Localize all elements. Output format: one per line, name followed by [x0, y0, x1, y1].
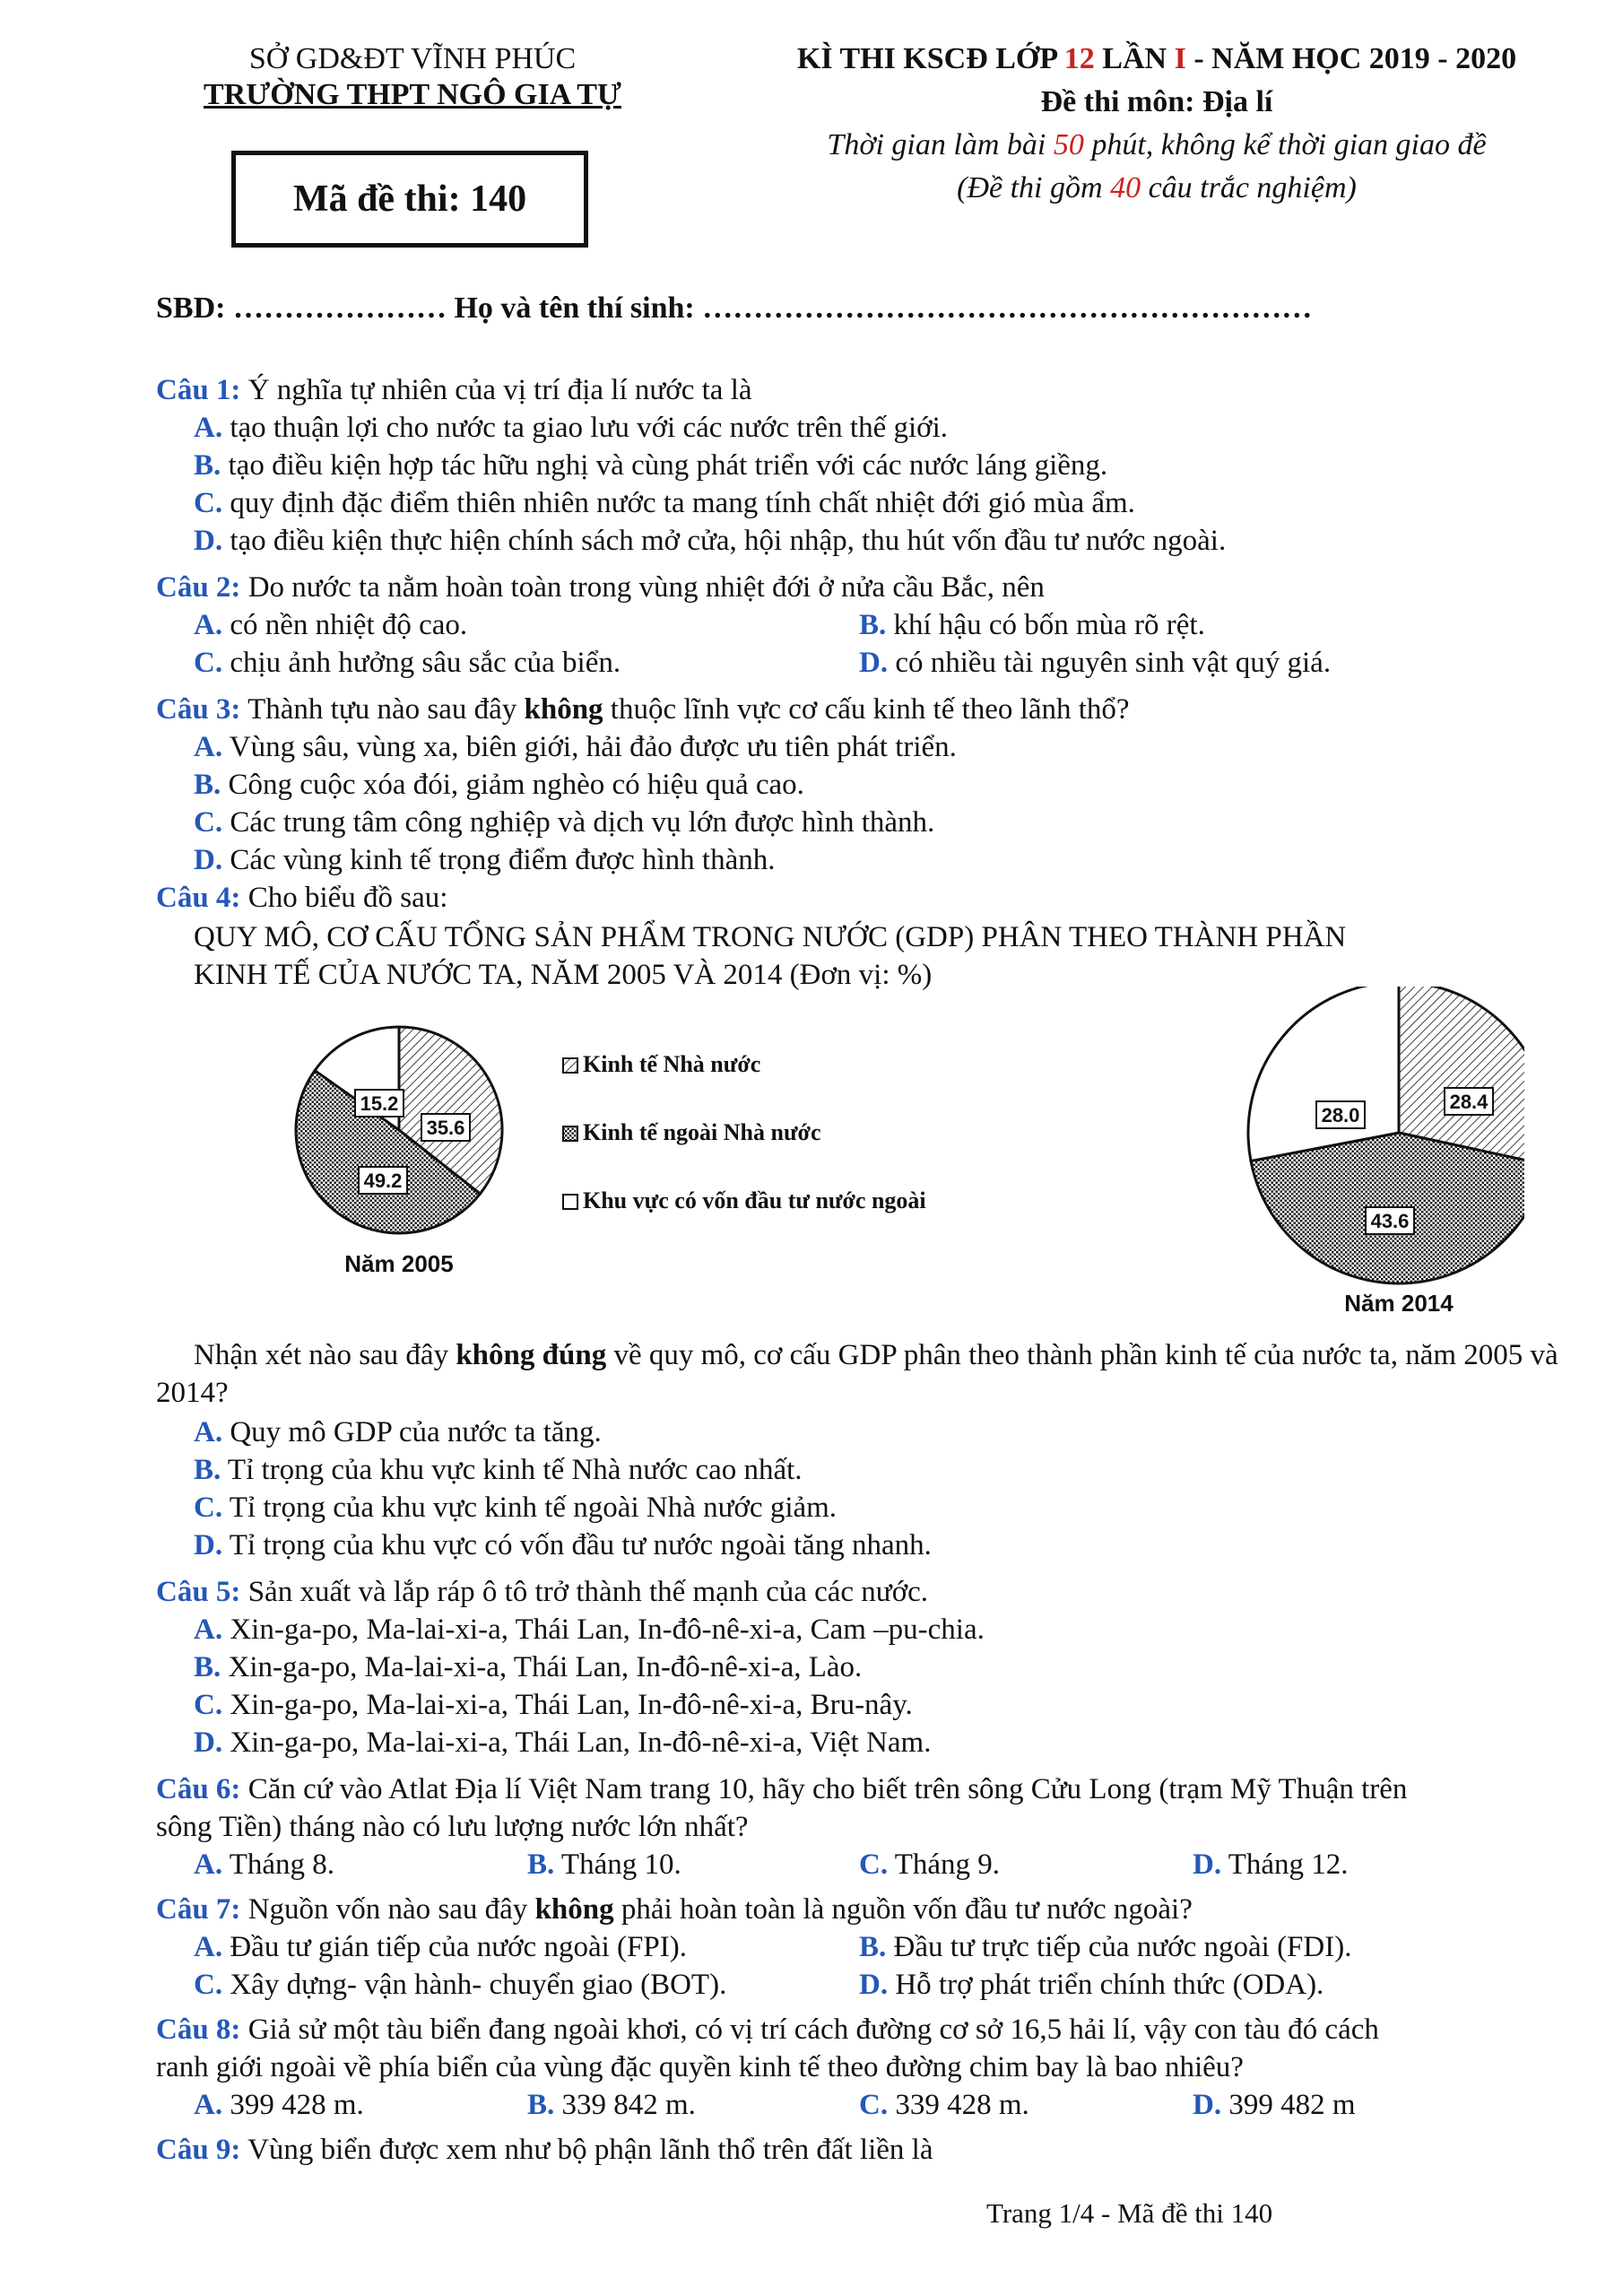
option-text: chịu ảnh hưởng sâu sắc của biển.: [230, 647, 621, 679]
question-3-label: Câu 3:: [156, 693, 241, 726]
legend-label-non-state: Kinh tế ngoài Nhà nước: [583, 1119, 821, 1145]
count-post: câu trắc nghiệm): [1141, 171, 1357, 204]
question-5-label: Câu 5:: [156, 1576, 241, 1608]
option-letter: D.: [194, 844, 223, 876]
question-6-option-c: [859, 1846, 1000, 1884]
question-3-option-d: [194, 841, 776, 880]
option-letter: D.: [1193, 2089, 1222, 2121]
option-letter: C.: [194, 647, 223, 679]
option-letter: D.: [194, 1529, 223, 1561]
option-letter: B.: [194, 1454, 221, 1486]
option-text: Xin-ga-po, Ma-lai-xi-a, Thái Lan, In-đô-nê-xi-a, Việt Nam.: [230, 1726, 932, 1759]
question-3-option-a: [194, 728, 957, 767]
question-3-option-b: [194, 766, 804, 804]
option-letter: D.: [1193, 1848, 1222, 1881]
question-5-option-d: [194, 1724, 931, 1762]
option-text: 399 482 m: [1228, 2089, 1356, 2121]
option-text: quy định đặc điểm thiên nhiên nước ta mang tính chất nhiệt đới gió mùa ẩm.: [230, 487, 1135, 519]
option-letter: B.: [194, 1651, 221, 1683]
question-7-text-bold: không: [534, 1893, 614, 1926]
option-letter: A.: [194, 731, 223, 763]
question-1-option-a: [194, 409, 948, 448]
question-4-option-d: [194, 1526, 932, 1565]
question-7-label: Câu 7:: [156, 1893, 241, 1926]
option-letter: D.: [859, 647, 889, 679]
question-8-label: Câu 8:: [156, 2013, 241, 2046]
question-5-option-b: [194, 1648, 862, 1687]
gdp-pie-chart: [269, 987, 1524, 1336]
count-num: 40: [1110, 171, 1141, 204]
question-4-option-a: [194, 1413, 602, 1452]
question-8: [156, 2011, 1379, 2049]
question-8-line-2: ranh giới ngoài về phía biển của vùng đặc quyền kinh tế theo đường chim bay là bao nhiêu?: [156, 2051, 1244, 2083]
option-text: tạo điều kiện thực hiện chính sách mở cửa, hội nhập, thu hút vốn đầu tư nước ngoài.: [230, 525, 1227, 557]
question-1-label: Câu 1:: [156, 374, 241, 406]
option-text: Tháng 10.: [560, 1848, 681, 1881]
option-text: Công cuộc xóa đói, giảm nghèo có hiệu quả cao.: [228, 769, 804, 801]
question-7-option-c: [194, 1966, 726, 2005]
option-text: Xin-ga-po, Ma-lai-xi-a, Thái Lan, In-đô-nê-xi-a, Bru-nây.: [230, 1689, 913, 1721]
question-7-option-a: [194, 1928, 687, 1967]
exam-code-box: [231, 151, 588, 248]
question-7-text-pre: Nguồn vốn nào sau đây: [240, 1893, 535, 1926]
count-pre: (Đề thi gồm: [957, 171, 1111, 204]
q4-stem-post: về quy mô, cơ cấu GDP phân theo thành phần kinh tế của nước ta, năm 2005 và: [606, 1339, 1558, 1371]
option-letter: C.: [194, 487, 223, 519]
question-8-option-c: [859, 2086, 1029, 2125]
option-text: Tỉ trọng của khu vực kinh tế ngoài Nhà nước giảm.: [229, 1492, 838, 1524]
exam-title-post: - NĂM HỌC 2019 - 2020: [1185, 42, 1517, 75]
question-4-option-c: [194, 1489, 837, 1527]
candidate-info-line: SBD: ………………… Họ và tên thí sinh: ……………………………………………………: [156, 291, 1313, 325]
chart-legend: [563, 1051, 926, 1213]
pie-2005-value-non-state: 49.2: [363, 1170, 403, 1192]
exam-time: [708, 126, 1605, 165]
option-letter: C.: [194, 1969, 223, 2001]
exam-title-round: I: [1174, 42, 1186, 75]
question-4-stem: [194, 1336, 1558, 1375]
question-5: [156, 1573, 928, 1612]
question-9: [156, 2131, 933, 2170]
question-1: [156, 371, 752, 410]
exam-question-count: [708, 169, 1605, 208]
q4-stem-pre: Nhận xét nào sau đây: [194, 1339, 456, 1371]
question-1-option-b: [194, 447, 1107, 485]
chart-title-line-2: KINH TẾ CỦA NƯỚC TA, NĂM 2005 VÀ 2014 (Đơn vị: %): [194, 959, 933, 991]
exam-time-pre: Thời gian làm bài: [827, 128, 1054, 161]
option-text: Tháng 9.: [894, 1848, 1001, 1881]
question-7: [156, 1891, 1193, 1929]
option-letter: C.: [194, 806, 223, 839]
exam-subject: Đề thi môn: Địa lí: [1040, 85, 1273, 118]
question-2: [156, 569, 1045, 607]
pie-2005-value-state: 35.6: [426, 1117, 465, 1139]
school-name: TRƯỜNG THPT NGÔ GIA TỰ: [203, 78, 621, 111]
question-3-text-post: thuộc lĩnh vực cơ cấu kinh tế theo lãnh thổ?: [603, 693, 1130, 726]
exam-title-pre: KÌ THI KSCĐ LỚP: [796, 42, 1064, 75]
pie-2014: [1248, 987, 1524, 1283]
option-text: có nhiều tài nguyên sinh vật quý giá.: [895, 647, 1332, 679]
option-text: Vùng sâu, vùng xa, biên giới, hải đảo được ưu tiên phát triển.: [229, 731, 957, 763]
question-8-option-d: [1193, 2086, 1356, 2125]
option-text: tạo thuận lợi cho nước ta giao lưu với các nước trên thế giới.: [230, 412, 949, 444]
question-6-line-2: sông Tiền) tháng nào có lưu lượng nước lớn nhất?: [156, 1811, 749, 1843]
option-text: Đầu tư trực tiếp của nước ngoài (FDI).: [893, 1931, 1352, 1963]
option-text: Xin-ga-po, Ma-lai-xi-a, Thái Lan, In-đô-nê-xi-a, Lào.: [228, 1651, 863, 1683]
question-2-label: Câu 2:: [156, 571, 241, 604]
option-letter: C.: [194, 1492, 223, 1524]
option-letter: B.: [194, 769, 221, 801]
option-letter: D.: [194, 525, 223, 557]
option-letter: C.: [859, 1848, 889, 1881]
question-8-option-b: [527, 2086, 696, 2125]
question-2-text: Do nước ta nằm hoàn toàn trong vùng nhiệt đới ở nửa cầu Bắc, nên: [240, 571, 1045, 604]
question-4-label: Câu 4:: [156, 882, 241, 914]
question-6-label: Câu 6:: [156, 1773, 241, 1805]
question-3-text-bold: không: [524, 693, 603, 726]
option-letter: B.: [527, 1848, 555, 1881]
question-7-text-post: phải hoàn toàn là nguồn vốn đầu tư nước ngoài?: [613, 1893, 1193, 1926]
question-7-option-b: [859, 1928, 1351, 1967]
legend-swatch-non-state: [563, 1126, 577, 1141]
legend-label-foreign: Khu vực có vốn đầu tư nước ngoài: [583, 1187, 926, 1213]
question-9-text: Vùng biển được xem như bộ phận lãnh thổ trên đất liền là: [240, 2134, 933, 2166]
pie-2014-value-state: 28.4: [1449, 1091, 1488, 1113]
question-2-option-d: [859, 644, 1331, 683]
option-text: Tháng 8.: [229, 1848, 335, 1881]
question-2-option-b: [859, 606, 1205, 645]
question-8-text: Giả sử một tàu biển đang ngoài khơi, có vị trí cách đường cơ sở 16,5 hải lí, vậy con tàu đó cách: [240, 2013, 1379, 2046]
option-letter: C.: [859, 2089, 889, 2121]
question-5-option-c: [194, 1686, 913, 1725]
question-2-option-a: [194, 606, 467, 645]
option-text: Các vùng kinh tế trọng điểm được hình thành.: [230, 844, 776, 876]
option-letter: A.: [194, 609, 223, 641]
option-letter: A.: [194, 2089, 223, 2121]
department-name: SỞ GD&ĐT VĨNH PHÚC: [248, 42, 577, 75]
question-6-option-d: [1193, 1846, 1349, 1884]
question-4-text: Cho biểu đồ sau:: [240, 882, 448, 914]
question-4-option-b: [194, 1451, 803, 1490]
option-letter: B.: [859, 1931, 887, 1963]
option-text: tạo điều kiện hợp tác hữu nghị và cùng phát triển với các nước láng giềng.: [228, 449, 1108, 482]
q4-stem-bold: không đúng: [456, 1339, 607, 1371]
question-9-label: Câu 9:: [156, 2134, 241, 2166]
question-6-text: Căn cứ vào Atlat Địa lí Việt Nam trang 10, hãy cho biết trên sông Cửu Long (trạm Mỹ Thuận trên: [240, 1773, 1408, 1805]
question-8-option-a: [194, 2086, 364, 2125]
option-letter: B.: [527, 2089, 555, 2121]
exam-time-minutes: 50: [1053, 128, 1084, 161]
pie-2005-title: Năm 2005: [344, 1250, 454, 1277]
option-text: khí hậu có bốn mùa rõ rệt.: [893, 609, 1205, 641]
legend-swatch-foreign: [563, 1195, 577, 1209]
question-4: [156, 879, 447, 918]
option-text: Xin-ga-po, Ma-lai-xi-a, Thái Lan, In-đô-nê-xi-a, Cam –pu-chia.: [230, 1613, 985, 1646]
option-text: Tỉ trọng của khu vực kinh tế Nhà nước cao nhất.: [227, 1454, 803, 1486]
option-letter: A.: [194, 1931, 223, 1963]
question-7-option-d: [859, 1966, 1324, 2005]
legend-label-state: Kinh tế Nhà nước: [583, 1051, 761, 1077]
option-text: Quy mô GDP của nước ta tăng.: [230, 1416, 602, 1448]
question-4-stem-line-2: 2014?: [156, 1377, 229, 1409]
question-3: [156, 691, 1130, 729]
option-letter: D.: [194, 1726, 223, 1759]
option-text: Các trung tâm công nghiệp và dịch vụ lớn được hình thành.: [230, 806, 935, 839]
pie-2005: [296, 1027, 502, 1233]
option-letter: D.: [859, 1969, 889, 2001]
question-5-option-a: [194, 1611, 985, 1649]
option-letter: A.: [194, 1848, 223, 1881]
question-5-text: Sản xuất và lắp ráp ô tô trở thành thế mạnh của các nước.: [240, 1576, 929, 1608]
exam-title: [708, 39, 1605, 79]
option-text: Hỗ trợ phát triển chính thức (ODA).: [895, 1969, 1324, 2001]
exam-code: Mã đề thi: 140: [292, 178, 527, 220]
option-letter: B.: [194, 449, 221, 482]
option-text: 339 428 m.: [895, 2089, 1029, 2121]
question-6-option-a: [194, 1846, 334, 1884]
question-6: [156, 1770, 1407, 1809]
exam-title-grade: 12: [1063, 42, 1095, 75]
option-letter: B.: [859, 609, 887, 641]
pie-2014-value-non-state: 43.6: [1370, 1210, 1410, 1232]
question-3-text-pre: Thành tựu nào sau đây: [240, 693, 525, 726]
question-6-option-b: [527, 1846, 681, 1884]
option-letter: A.: [194, 1613, 223, 1646]
option-text: Xây dựng- vận hành- chuyển giao (BOT).: [230, 1969, 727, 2001]
question-1-text: Ý nghĩa tự nhiên của vị trí địa lí nước ta là: [240, 374, 752, 406]
option-text: Đầu tư gián tiếp của nước ngoài (FPI).: [230, 1931, 687, 1963]
question-1-option-c: [194, 484, 1135, 523]
option-text: Tháng 12.: [1228, 1848, 1349, 1881]
option-text: 399 428 m.: [230, 2089, 364, 2121]
exam-time-post: phút, không kể thời gian giao đề: [1083, 128, 1487, 161]
legend-swatch-state: [563, 1058, 577, 1073]
option-text: 339 842 m.: [561, 2089, 696, 2121]
chart-title-line-1: QUY MÔ, CƠ CẤU TỔNG SẢN PHẨM TRONG NƯỚC (GDP) PHÂN THEO THÀNH PHẦN: [194, 921, 1347, 953]
option-letter: A.: [194, 1416, 223, 1448]
option-text: có nền nhiệt độ cao.: [230, 609, 468, 641]
question-3-option-c: [194, 804, 934, 842]
page-footer: Trang 1/4 - Mã đề thi 140: [986, 2197, 1273, 2229]
pie-2014-value-foreign: 28.0: [1321, 1104, 1360, 1126]
pie-2014-slice-foreign: [1248, 987, 1399, 1161]
question-2-option-c: [194, 644, 621, 683]
exam-title-mid: LẦN: [1094, 42, 1175, 75]
pie-2005-value-foreign: 15.2: [360, 1092, 399, 1115]
question-1-option-d: [194, 522, 1226, 561]
option-letter: A.: [194, 412, 223, 444]
pie-2014-title: Năm 2014: [1344, 1290, 1454, 1317]
option-letter: C.: [194, 1689, 223, 1721]
option-text: Tỉ trọng của khu vực có vốn đầu tư nước ngoài tăng nhanh.: [229, 1529, 932, 1561]
